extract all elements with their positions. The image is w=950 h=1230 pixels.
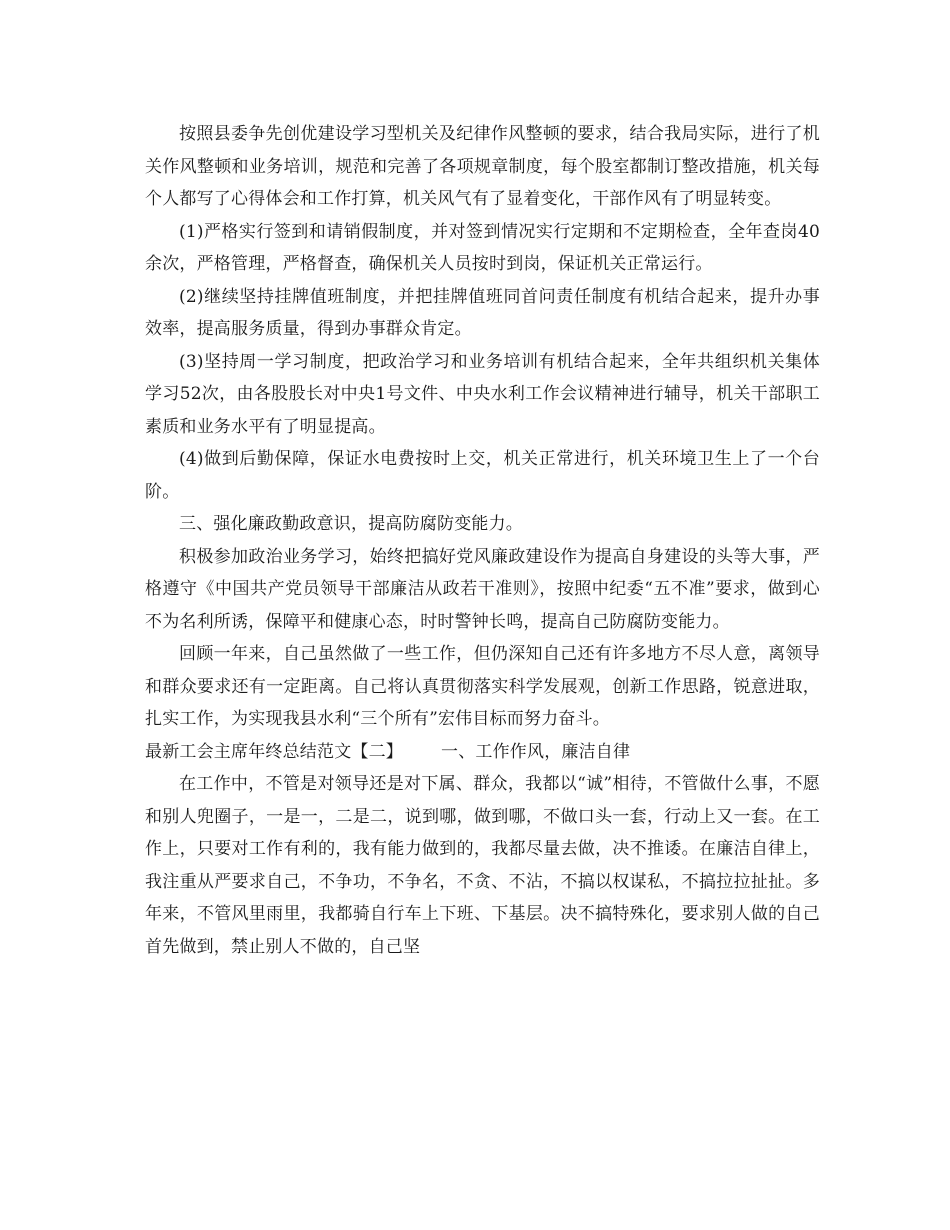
section-heading-3: 三、强化廉政勤政意识，提高防腐防变能力。 [179, 514, 523, 534]
paragraph-work-style: 在工作中，不管是对领导还是对下属、群众，我都以“诚”相待，不管做什么事，不愿和别人兜圈子，一是一，二是二，说到哪，做到哪，不做口头一套，行动上又一套。在工作上，只要对工作有利的，我有能力做到的，我都尽量去做，决不推诿。在廉洁自律上，我注重从严要求自己，不争功，不争名，不贪、不沾，不搞以权谋私，不搞拉拉扯扯。多年来，不管风里雨里，我都骑自行车上下班、下基层。决不搞特殊化，要求别人做的自己首先做到，禁止别人不做的，自己坚 [145, 774, 820, 957]
paragraph-review: 回顾一年来，自己虽然做了一些工作，但仍深知自己还有许多地方不尽人意，离领导和群众要求还有一定距离。自己将认真贯彻落实科学发展观，创新工作思路，锐意进取，扎实工作，为实现我县水利“三个所有”宏伟目标而努力奋斗。 [145, 644, 820, 729]
paragraph-item-4: (4)做到后勤保障，保证水电费按时上交，机关正常进行，机关环境卫生上了一个台阶。 [145, 449, 820, 502]
paragraph-item-1: (1)严格实行签到和请销假制度，并对签到情况实行定期和不定期检查，全年查岗40余次，严格管理，严格督查，确保机关人员按时到岗，保证机关正常运行。 [145, 221, 820, 274]
paragraph-integrity: 积极参加政治业务学习，始终把搞好党风廉政建设作为提高自身建设的头等大事，严格遵守《中国共产党员领导干部廉洁从政若干准则》，按照中纪委“五不准”要求，做到心不为名利所诱，保障平和健康心态，时时警钟长鸣，提高自己防腐防变能力。 [145, 546, 820, 632]
section-title: 最新工会主席年终总结范文【二】 [145, 741, 403, 762]
paragraph-intro: 按照县委争先创优建设学习型机关及纪律作风整顿的要求，结合我局实际，进行了机关作风整顿和业务培训，规范和完善了各项规章制度，每个股室都制订整改措施，机关每个人都写了心得体会和工作打算，机关风气有了显着变化，干部作风有了明显转变。 [145, 124, 820, 209]
section-subtitle: 一、工作作风，廉洁自律 [441, 741, 631, 762]
section-title-line [145, 736, 820, 769]
document-body [145, 118, 820, 963]
paragraph-item-3: (3)坚持周一学习制度，把政治学习和业务培训有机结合起来，全年共组织机关集体学习52次，由各股股长对中央1号文件、中央水利工作会议精神进行辅导，机关干部职工素质和业务水平有了明显提高。 [145, 351, 820, 437]
paragraph-item-2: (2)继续坚持挂牌值班制度，并把挂牌值班同首问责任制度有机结合起来，提升办事效率，提高服务质量，得到办事群众肯定。 [145, 286, 820, 339]
